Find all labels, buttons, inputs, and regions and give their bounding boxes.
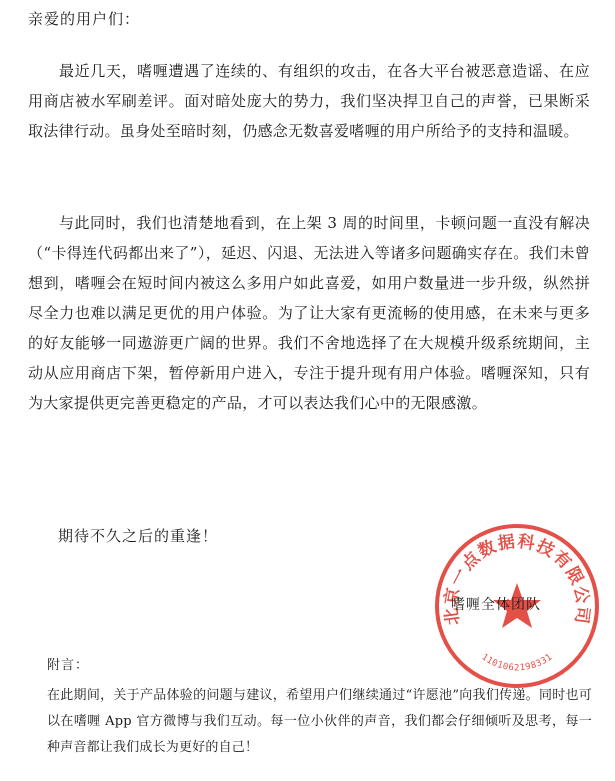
letter-greeting: 亲爱的用户们： [28,10,141,28]
letter-paragraph: 与此同时，我们也清楚地看到，在上架 3 周的时间里，卡顿问题一直没有解决（“卡得连代码都出来了”），延迟、闪退、无法进入等诸多问题确实存在。我们未曾想到，嗜喱会在短时间内被这么多用户如此喜爱，如用户数量进一步升级，纵然拼尽全力也难以满足更优的用户体验。为了让大家有更流畅的使用感，在未来与更多的好友能够一同遨游更广阔的世界。我们不舍地选择了在大规模升级系统期间，主动从应用商店下架，暂停新用户进入，专注于提升现有用户体验。嗜喱深知，只有为大家提供更完善更稳定的产品，才可以表达我们心中的无限感激。 [28,214,590,412]
appendix-label: 附言： [47,658,90,673]
seal-company-name: 北京一点数据科技有限公司 [441,531,593,627]
letter-signature: 嗜喱全体团队 [451,597,541,613]
seal-number: 1101062198331 [479,652,555,674]
appendix-text: 在此期间，关于产品体验的问题与建议，希望用户们继续通过“许愿池”向我们传递。同时也可以在嗜喱 App 官方微博与我们互动。每一位小伙伴的声音，我们都会仔细倾听及思考，每一种声音都让我们成长为更好的自己！ [47,688,592,755]
letter-closing: 期待不久之后的重逢！ [58,527,219,545]
letter-paragraph: 最近几天，嗜喱遭遇了连续的、有组织的攻击，在各大平台被恶意造谣、在应用商店被水军刷差评。面对暗处庞大的势力，我们坚决捍卫自己的声誉，已果断采取法律行动。虽身处至暗时刻，仍感念无数喜爱嗜喱的用户所给予的支持和温暖。 [28,62,590,140]
